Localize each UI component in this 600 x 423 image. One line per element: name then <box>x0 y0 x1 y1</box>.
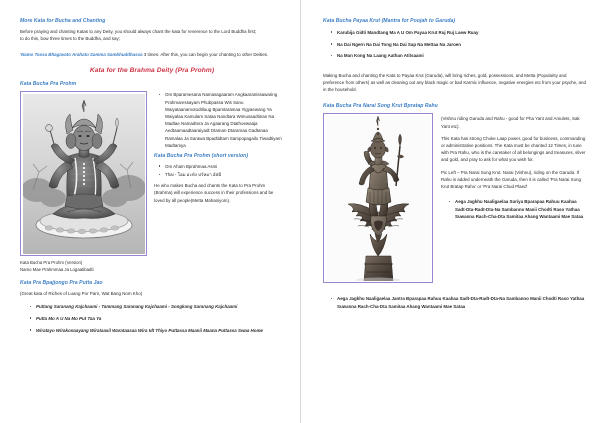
narai-mantra-list-1 <box>441 198 586 220</box>
caption-line-1: Kata Bucha Pra Prohm (Version) <box>20 260 83 266</box>
garuda-mantra-list <box>323 29 586 60</box>
list-item: Thai - โอม อะหัง ปรัหมา อัสมิ <box>165 171 284 178</box>
list-item: Aega Jagkhu Naaligaelaa Jantra Bparapaa Rahuu Kaahaa Sadt-Dta-Radt-Dta-Na Sambanno Manii Chodti Raso Yathaa Suwanna Rach-Cha-Dta Samitaa Ahang Wantaami Mae Sataa <box>337 296 585 309</box>
garuda-image-frame <box>323 113 433 283</box>
namo-mantra-text: 'Namo Tassa Bhagavato Arahato Samma Sambhuddhassa <box>20 52 143 58</box>
heading-more-kata: More Kata for Bucha and Chanting <box>20 18 106 24</box>
narai-mantra-list-2 <box>323 295 586 309</box>
heading-kata-pra-bpajjongo: Kata Pra Bpajjongo Pra Putta Jao <box>20 280 103 287</box>
brahma-engraving-image <box>23 94 145 254</box>
list-item: Putta Mo A U Na Mo Put Taa Ya <box>36 315 284 322</box>
heading-kata-bucha-payaa-krut: Kata Bucha Payaa Krut (Mantra for Poojah to Garuda) <box>323 18 456 24</box>
bpajjongo-subnote: (Great kata of Riches of Luang Por Parn, Wat Bang Nom Kho) <box>20 290 143 296</box>
list-item: Na Dai Ngern Na Dai Tong Na Dai Sap Na Mettaa Na Jaroen <box>337 41 586 48</box>
list-item: Wiratayo Wirakonaayang Wirataasil Warataasaa Wira Idt Thiyo Puttassa Maanii Maana Puttassa Swaa Home <box>36 327 284 334</box>
page-title-brahma: Kata for the Brahma Deity (Pra Prohm) <box>89 67 215 75</box>
heading-short-version: Kata Bucha Pra Prohm (short version) <box>154 152 249 159</box>
brahma-mantra-column <box>154 91 284 208</box>
intro-paragraph-2: to do this, bow three times to the Buddha, and say; <box>20 36 120 42</box>
namo-paragraph <box>20 51 284 58</box>
main-mantra-list <box>154 91 284 149</box>
list-item: Na Man Kong Na Laang Aathan Atitsaami <box>337 52 586 59</box>
caption-line-2: Namo Mae Prahmmaa Ja Logaatibadti <box>20 267 94 273</box>
list-item: Karubija Gidti Mandtang Ma A U Om Payaa Krut Ruj Ruj Laew Ruay <box>337 29 586 36</box>
garuda-benefit-paragraph: Making Bucha and chanting the Kata to Payaa Krut (Garuda), will bring riches, gold, possessions, and Metta (Popularity and preference from others) as well as cleaning out any black magic or bad Karmic influence, negative energies etc from your psyche, and in the household. <box>323 72 586 93</box>
list-item: Om Aham Bprahmaa Asmi <box>165 163 284 170</box>
brahma-caption <box>20 260 284 274</box>
heading-kata-bucha-pra-prohm: Kata Bucha Pra Prohm <box>20 81 77 88</box>
right-page <box>300 0 600 423</box>
narai-note-1: (Vishnu riding Garuda and Rahu - good for Pha Yant and Amulets, Sak Yant etc). <box>441 116 580 129</box>
list-item: Puttang Saranang Kajchaami - Tammang Saranang Kajchaami - Songkang Saranang Kajchaami <box>36 303 284 310</box>
namo-rest-text: 3 times. After this, you can begin your chanting to other Deities. <box>142 52 269 58</box>
narai-note-2: This Kata has strong Choke Laap power, good for business, commanding or administrative positions. The Kata must be chanted 12 Times, in tune with Pra Rahu, who is the caretaker of all belongings and treasures, silver and gold, and pray to ask for what you wish for. <box>441 135 586 163</box>
list-item: Om Bparamesana Namasagaaram Angkaaranissawaring Prahmaressayam Phubpassa Wis Sanu Waiyataanamotodtiluug Bpamtaramaa Yigyaewang Ya Waiyalaa Kamulam Sataa Nandtara Wimusaadtinan Na Madtae Namadtera Ja Agaarang Dtathoewaaja Aedtaamaadtaaraiyadt Dtaman Dtaramaa Gadtanaa Ramalaa Ja Sarawa Bpadtidtam Sampopagailo Tiwadtiyam Madtamya <box>165 91 284 149</box>
riches-mantra-list <box>20 303 284 334</box>
intro-paragraph: Before praying and chanting Katas to any Deity, you should always chant the kata for reverence to the Lord Buddha first; <box>20 28 257 34</box>
narai-note-3: Pic Left – Pra Narai Song Krut. Narai (Vishnu), riding on the Garuda. If Rahu is added underneath the Garuda, then it is called 'Pra Narai Song Krut Bratap Rahu' or 'Pra Narai Chud Plaed' <box>441 169 581 190</box>
vishnu-riding-garuda-statue-image <box>326 116 431 281</box>
narai-section <box>323 113 586 283</box>
brahma-image-frame <box>20 91 147 256</box>
brahma-section <box>20 91 284 256</box>
short-version-list <box>154 163 284 178</box>
heading-pra-narai-song-krut: Kata Bucha Pra Narai Song Krut Bpratap Rahu <box>323 102 438 109</box>
brahma-benefit-paragraph: He who makes Bucha and chants the Kata to Pra Prohm (Brahma) will experience success in their professions and be loved by all people(Metta Mahaniyom). <box>154 183 274 203</box>
list-item: Aega Jagkhu Naaligaelaa Suriya Bparapaa Rahuu Kaahaa Sadt-Dta-Radt-Dta-Na Sambanno Manii Chodti Raso Yathaa Suwanna Rach-Cha-Dta Samitaa Ahang Wantaami Mae Sataa <box>455 198 586 220</box>
spacer <box>323 64 586 72</box>
narai-notes-column <box>441 113 586 223</box>
